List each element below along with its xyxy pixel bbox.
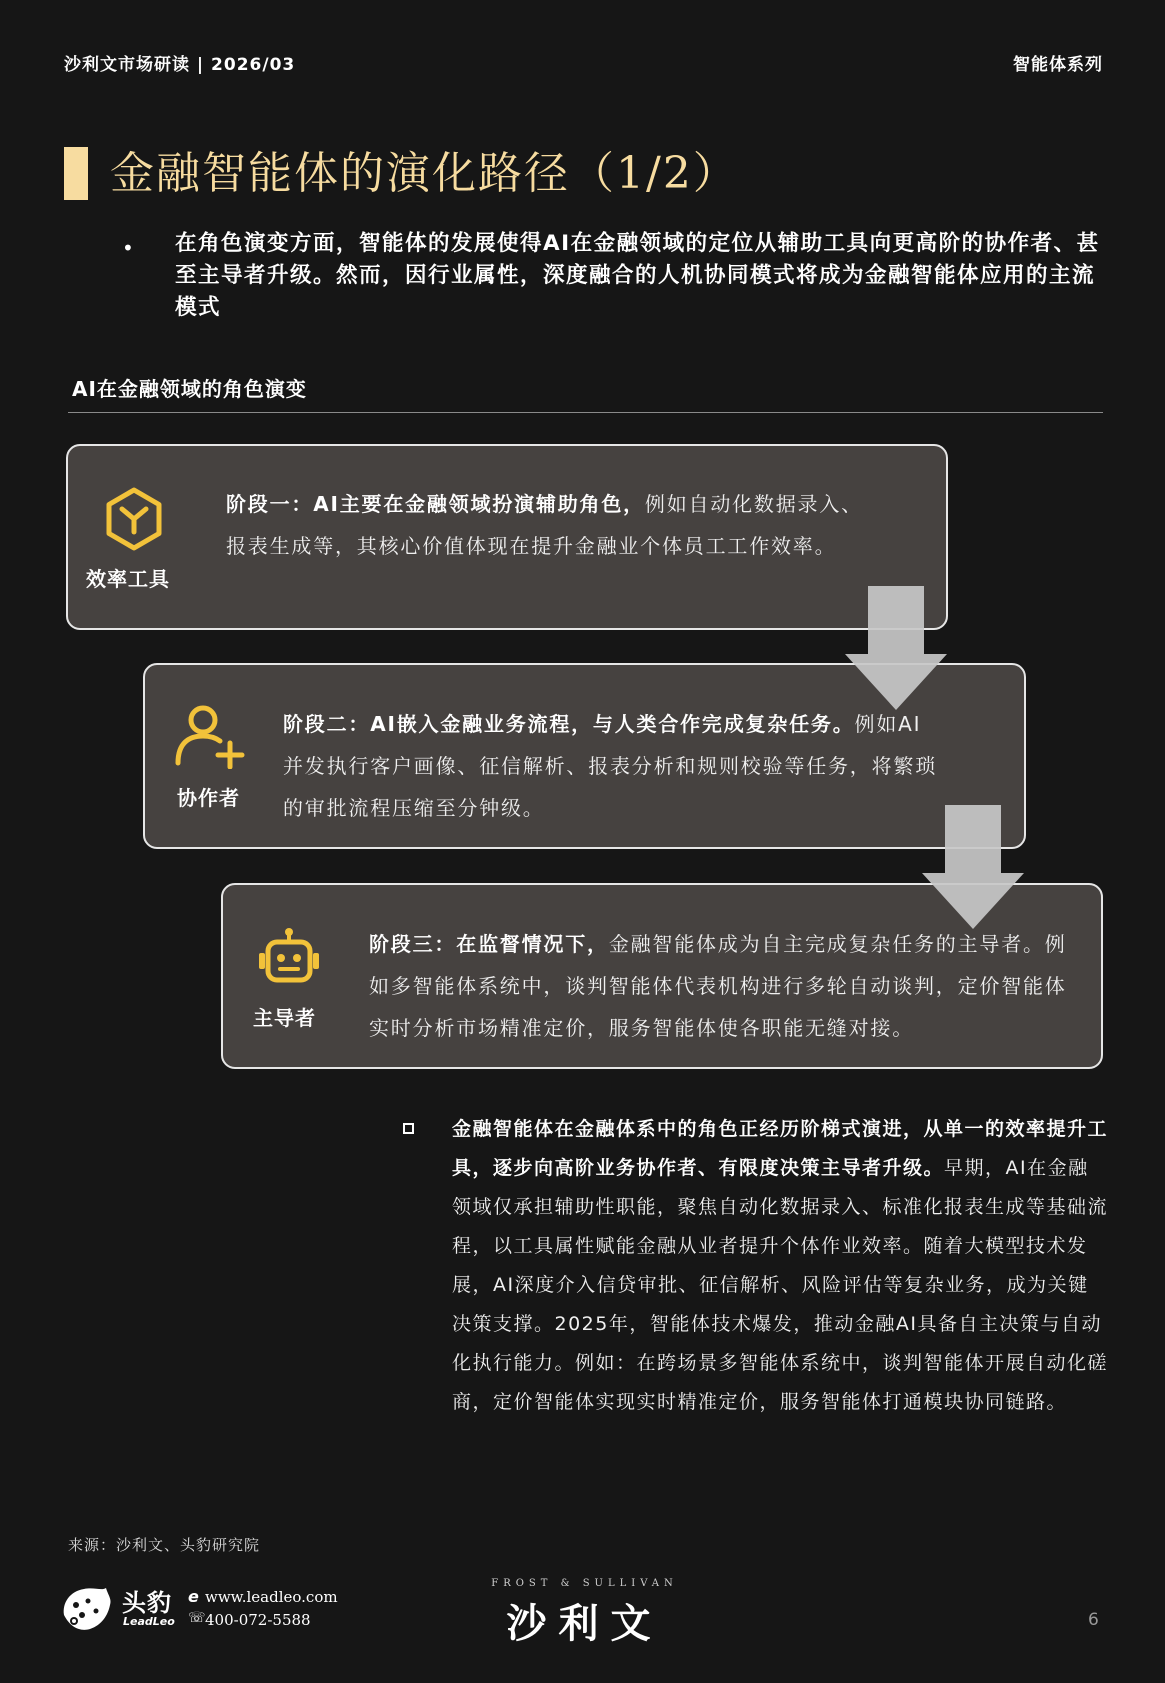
stage-3-label: 主导者: [253, 1006, 316, 1030]
header-right: 智能体系列: [1013, 55, 1103, 75]
title-accent-bar: [64, 147, 88, 200]
stage-2-body: 例如AI并发执行客户画像、征信解析、报表分析和规则校验等任务，将繁琐的审批流程压缩至分钟级。: [283, 712, 937, 820]
website-text: www.leadleo.com: [205, 1588, 338, 1606]
summary-bold: 金融智能体在金融体系中的角色正经历阶梯式演进，从单一的效率提升工具，逐步向高阶业务协作者、有限度决策主导者升级。: [452, 1118, 1109, 1179]
summary-paragraph: [452, 1110, 1108, 1422]
leadleo-brand-en: LeadLeo: [123, 1615, 175, 1628]
leopard-logo-icon: [60, 1585, 114, 1633]
down-arrow-icon: [922, 805, 1024, 929]
intro-paragraph: 在角色演变方面，智能体的发展使得AI在金融领域的定位从辅助工具向更高阶的协作者、甚至主导者升级。然而，因行业属性，深度融合的人机协同模式将成为金融智能体应用的主流模式: [175, 231, 1100, 320]
frost-sullivan-logo: [472, 1578, 697, 1647]
checkbox-bullet-icon: [403, 1123, 414, 1134]
stage-1-text: [226, 483, 866, 567]
stage-3-text: [369, 923, 1079, 1049]
section-divider: [68, 412, 1103, 413]
robot-icon: [256, 927, 322, 985]
section-title: AI在金融领域的角色演变: [72, 377, 307, 401]
stage-1-body: 例如自动化数据录入、报表生成等，其核心价值体现在提升金融业个体员工工作效率。: [226, 492, 863, 558]
fs-brand-en: FROST & SULLIVAN: [491, 1578, 678, 1589]
stage-2-bold: 阶段二：AI嵌入金融业务流程，与人类合作完成复杂任务。: [283, 712, 855, 736]
summary-body: 早期，AI在金融领域仅承担辅助性职能，聚焦自动化数据录入、标准化报表生成等基础流程，以工具属性赋能金融从业者提升个体作业效率。随着大模型技术发展，AI深度介入信贷审批、征信解析、风险评估等复杂业务，成为关键决策支撑。2025年，智能体技术爆发，推动金融AI具备自主决策与自动化执行能力。例如：在跨场景多智能体系统中，谈判智能体开展自动化磋商，定价智能体实现实时精准定价，服务智能体打通模块协同链路。: [452, 1157, 1109, 1413]
header-left: 沙利文市场研读 | 2026/03: [64, 55, 296, 75]
stage-3-body: 金融智能体成为自主完成复杂任务的主导者。例如多智能体系统中，谈判智能体代表机构进行多轮自动谈判，定价智能体实时分析市场精准定价，服务智能体使各职能无缝对接。: [369, 932, 1067, 1040]
stage-3-bold: 阶段三：在监督情况下，: [369, 932, 609, 956]
stage-1-bold: 阶段一：AI主要在金融领域扮演辅助角色，: [226, 492, 645, 516]
source-note: 来源：沙利文、头豹研究院: [68, 1536, 261, 1554]
fs-brand-cn: 沙利文: [506, 1601, 663, 1647]
phone-text: 400-072-5588: [205, 1611, 311, 1629]
y-hexagon-icon: [104, 486, 164, 552]
bullet-dot: •: [122, 236, 134, 260]
down-arrow-icon: [845, 586, 947, 710]
leadleo-logo: [60, 1583, 350, 1635]
phone-icon: ☏: [188, 1610, 206, 1626]
stage-card-1: [66, 444, 948, 630]
stage-1-label: 效率工具: [86, 567, 170, 591]
web-icon: e: [188, 1587, 199, 1606]
page-title: 金融智能体的演化路径（1/2）: [110, 148, 739, 199]
page-number: 6: [1088, 1610, 1099, 1630]
stage-2-label: 协作者: [177, 786, 240, 810]
user-plus-icon: [173, 703, 247, 769]
stage-2-text: [283, 703, 943, 829]
leadleo-brand-cn: 头豹: [122, 1589, 172, 1617]
